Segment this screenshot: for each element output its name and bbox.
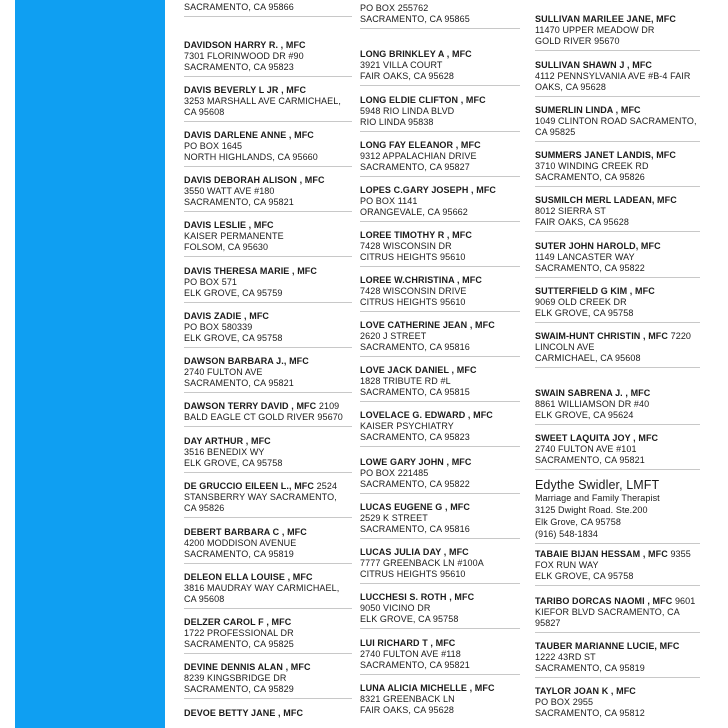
listing-name: LUCAS EUGENE G , MFC bbox=[360, 502, 471, 512]
listing-entry bbox=[184, 436, 352, 473]
listing-address-line: SACRAMENTO, CA 95827 bbox=[360, 162, 470, 172]
listing-entry bbox=[184, 617, 352, 654]
listing-name: SUSMILCH MERL LADEAN, MFC bbox=[535, 195, 677, 205]
listing-name-line bbox=[535, 241, 700, 252]
listing-entry bbox=[184, 662, 352, 699]
listing-name-line bbox=[360, 683, 520, 694]
listing-name-line bbox=[535, 150, 700, 161]
listing-name-line bbox=[184, 356, 352, 367]
listing-entry bbox=[184, 220, 352, 257]
listing-entry bbox=[535, 286, 700, 323]
listing-name: DEVOE BETTY JANE , MFC bbox=[184, 708, 304, 718]
listing-entry bbox=[535, 388, 700, 425]
listing-name: LOREE W.CHRISTINA , MFC bbox=[360, 275, 482, 285]
listing-name: LOVE CATHERINE JEAN , MFC bbox=[360, 320, 495, 330]
listing-name: DAWSON TERRY DAVID , MFC bbox=[184, 401, 317, 411]
listing-name-line bbox=[184, 85, 352, 96]
listing-name: LOVE JACK DANIEL , MFC bbox=[360, 365, 477, 375]
listing-address-line: SACRAMENTO, CA 95826 bbox=[535, 172, 645, 182]
listing-name-line bbox=[184, 662, 352, 673]
listing-name: LOWE GARY JOHN , MFC bbox=[360, 457, 472, 467]
listing-name-line bbox=[184, 175, 352, 186]
listing-address-line: SACRAMENTO, CA 95819 bbox=[535, 663, 645, 673]
listing-name-line bbox=[184, 220, 352, 231]
listing-address-line: 4112 PENNSYLVANIA AVE #B-4 FAIR bbox=[535, 71, 691, 81]
listing-name: DEVINE DENNIS ALAN , MFC bbox=[184, 662, 311, 672]
listing-name-line bbox=[360, 49, 520, 60]
listing-address-number: 2109 bbox=[318, 401, 340, 411]
listing-address-line: CARMICHAEL, CA 95608 bbox=[535, 353, 641, 363]
listing-name-line bbox=[184, 436, 352, 447]
listing-name: LOVELACE G. EDWARD , MFC bbox=[360, 410, 493, 420]
listing-address-line: 3816 MAUDRAY WAY CARMICHAEL, bbox=[184, 583, 340, 593]
listing-entry bbox=[184, 0, 352, 17]
listing-name: LUI RICHARD T , MFC bbox=[360, 638, 456, 648]
listing-name-line bbox=[184, 572, 352, 583]
listing-address-line: PO BOX 571 bbox=[184, 277, 238, 287]
listing-address-line: FAIR OAKS, CA 95628 bbox=[535, 217, 629, 227]
listing-entry bbox=[184, 527, 352, 564]
listing-address-number: 7220 bbox=[670, 331, 692, 341]
listing-name: SULLIVAN SHAWN J , MFC bbox=[535, 60, 653, 70]
listing-name-line bbox=[360, 320, 520, 331]
listing-address-number: 9355 bbox=[670, 549, 691, 559]
listing-address-line: SACRAMENTO, CA 95825 bbox=[184, 639, 294, 649]
listing-address-line: SACRAMENTO, CA 95821 bbox=[360, 660, 470, 670]
listing-name-line bbox=[535, 433, 700, 444]
listing-address-line: 2740 FULTON AVE #101 bbox=[535, 444, 637, 454]
listing-name: DAVIDSON HARRY R. , MFC bbox=[184, 40, 306, 50]
listing-address-line: GOLD RIVER 95670 bbox=[535, 36, 620, 46]
listing-name: SWAIM-HUNT CHRISTIN , MFC bbox=[535, 331, 668, 341]
listing-address-line: 3921 VILLA COURT bbox=[360, 60, 443, 70]
listing-entry bbox=[360, 95, 520, 132]
listing-name-line bbox=[360, 140, 520, 151]
listing-address-line: ELK GROVE, CA 95759 bbox=[184, 288, 283, 298]
listing-name-line bbox=[360, 502, 520, 513]
listing-address-line: KIEFOR BLVD SACRAMENTO, CA bbox=[535, 607, 680, 617]
listing-address-line: CITRUS HEIGHTS 95610 bbox=[360, 297, 466, 307]
listing-name: SUMERLIN LINDA , MFC bbox=[535, 105, 641, 115]
listing-address-line: FOLSOM, CA 95630 bbox=[184, 242, 269, 252]
listing-address-line: NORTH HIGHLANDS, CA 95660 bbox=[184, 152, 318, 162]
listing-address-line: 1049 CLINTON ROAD SACRAMENTO, bbox=[535, 116, 697, 126]
listing-address-line: 1149 LANCASTER WAY bbox=[535, 252, 635, 262]
listing-name: LONG ELDIE CLIFTON , MFC bbox=[360, 95, 486, 105]
listing-name: DAVIS LESLIE , MFC bbox=[184, 220, 274, 230]
listing-address-line: SACRAMENTO, CA 95823 bbox=[360, 432, 470, 442]
listing-name: SUMMERS JANET LANDIS, MFC bbox=[535, 150, 677, 160]
listing-name-line bbox=[360, 95, 520, 106]
listing-address-line: PO BOX 1645 bbox=[184, 141, 243, 151]
listing-entry bbox=[360, 49, 520, 86]
listing-address-line: 2529 K STREET bbox=[360, 513, 428, 523]
listing-address-line: SACRAMENTO, CA 95816 bbox=[360, 342, 470, 352]
listing-address-line: CA 95826 bbox=[184, 503, 225, 513]
listing-name: TAUBER MARIANNE LUCIE, MFC bbox=[535, 641, 680, 651]
listing-name: DAY ARTHUR , MFC bbox=[184, 436, 271, 446]
listing-entry bbox=[184, 40, 352, 77]
featured-listing bbox=[535, 479, 700, 544]
listing-address-line: ELK GROVE, CA 95758 bbox=[535, 571, 634, 581]
listing-entry bbox=[535, 195, 700, 232]
listing-entry bbox=[360, 320, 520, 357]
listing-address-line: 7777 GREENBACK LN #100A bbox=[360, 558, 484, 568]
listing-address-line: FAIR OAKS, CA 95628 bbox=[360, 71, 454, 81]
listing-name-line bbox=[184, 617, 352, 628]
listing-entry bbox=[535, 241, 700, 278]
listing-address-line: 5948 RIO LINDA BLVD bbox=[360, 106, 455, 116]
listing-address-line: 8012 SIERRA ST bbox=[535, 206, 606, 216]
listing-name-line bbox=[184, 130, 352, 141]
listing-entry bbox=[535, 14, 700, 51]
listing-address-line: 95827 bbox=[535, 618, 561, 628]
listing-name: SWAIN SABRENA J. , MFC bbox=[535, 388, 651, 398]
listing-entry bbox=[184, 708, 352, 719]
listing-name: LUNA ALICIA MICHELLE , MFC bbox=[360, 683, 495, 693]
listing-name-line bbox=[360, 185, 520, 196]
listing-address-line: (916) 548-1834 bbox=[535, 529, 598, 539]
listing-name: DELEON ELLA LOUISE , MFC bbox=[184, 572, 313, 582]
listing-name-line bbox=[184, 311, 352, 322]
listing-entry bbox=[360, 275, 520, 312]
listing-name-line bbox=[535, 331, 700, 342]
listing-address-line: PO BOX 255762 bbox=[360, 3, 429, 13]
listing-name: DAWSON BARBARA J., MFC bbox=[184, 356, 309, 366]
listing-entry bbox=[360, 457, 520, 494]
listing-address-line: 4200 MODDISON AVENUE bbox=[184, 538, 297, 548]
listing-address-line: SACRAMENTO, CA 95816 bbox=[360, 524, 470, 534]
listing-entry bbox=[360, 683, 520, 716]
listing-address-line: 3550 WATT AVE #180 bbox=[184, 186, 275, 196]
listing-name: TAYLOR JOAN K , MFC bbox=[535, 686, 636, 696]
listing-name: DELZER CAROL F , MFC bbox=[184, 617, 292, 627]
listing-entry bbox=[535, 433, 700, 470]
listing-address-line: PO BOX 580339 bbox=[184, 322, 253, 332]
listing-entry bbox=[184, 175, 352, 212]
listing-name: DAVIS DEBORAH ALISON , MFC bbox=[184, 175, 325, 185]
listing-name: DAVIS THERESA MARIE , MFC bbox=[184, 266, 318, 276]
listing-address-line: 7301 FLORINWOOD DR #90 bbox=[184, 51, 304, 61]
listing-address-line: FOX RUN WAY bbox=[535, 560, 599, 570]
listing-entry bbox=[184, 311, 352, 348]
listing-entry bbox=[535, 596, 700, 633]
listing-entry bbox=[535, 641, 700, 678]
listing-address-line: 9050 VICINO DR bbox=[360, 603, 431, 613]
listing-name-line bbox=[535, 686, 700, 697]
listing-name: DEBERT BARBARA C , MFC bbox=[184, 527, 307, 537]
listing-name-line bbox=[535, 60, 700, 71]
listing-name: LONG FAY ELEANOR , MFC bbox=[360, 140, 481, 150]
listing-address-line: 8239 KINGSBRIDGE DR bbox=[184, 673, 287, 683]
listing-entry bbox=[184, 85, 352, 122]
listing-address-line: SACRAMENTO, CA 95822 bbox=[535, 263, 645, 273]
listing-entry bbox=[184, 481, 352, 518]
listing-address-line: OAKS, CA 95628 bbox=[535, 82, 606, 92]
listing-address-line: ORANGEVALE, CA 95662 bbox=[360, 207, 468, 217]
listing-address-line: 8321 GREENBACK LN bbox=[360, 694, 455, 704]
listing-address-line: SACRAMENTO, CA 95821 bbox=[184, 197, 294, 207]
listing-name-line bbox=[360, 638, 520, 649]
listing-name-line bbox=[184, 481, 352, 492]
listing-address-line: 9312 APPALACHIAN DRIVE bbox=[360, 151, 477, 161]
listing-name: DAVIS BEVERLY L JR , MFC bbox=[184, 85, 307, 95]
listing-name: TARIBO DORCAS NAOMI , MFC bbox=[535, 596, 673, 606]
listing-entry bbox=[184, 130, 352, 167]
listing-address-line: CITRUS HEIGHTS 95610 bbox=[360, 569, 466, 579]
listing-address-line: LINCOLN AVE bbox=[535, 342, 595, 352]
listing-entry bbox=[184, 266, 352, 303]
listing-name-line bbox=[184, 40, 352, 51]
listing-address-line: 9069 OLD CREEK DR bbox=[535, 297, 627, 307]
listing-name-line bbox=[184, 527, 352, 538]
listing-name: DAVIS ZADIE , MFC bbox=[184, 311, 270, 321]
listing-name: SWEET LAQUITA JOY , MFC bbox=[535, 433, 659, 443]
listing-name: LOPES C.GARY JOSEPH , MFC bbox=[360, 185, 497, 195]
listing-address-line: CA 95608 bbox=[184, 594, 225, 604]
listing-entry bbox=[360, 140, 520, 177]
listing-name-line bbox=[535, 549, 700, 560]
listing-entry bbox=[360, 410, 520, 447]
listing-address-line: CA 95608 bbox=[184, 107, 225, 117]
listing-address-line: SACRAMENTO, CA 95823 bbox=[184, 62, 294, 72]
listing-address-line: SACRAMENTO, CA 95819 bbox=[184, 549, 294, 559]
listing-entry bbox=[360, 3, 520, 29]
listing-name-line bbox=[535, 641, 700, 652]
listing-entry bbox=[360, 185, 520, 222]
listing-entry bbox=[535, 686, 700, 719]
listing-address-line: BALD EAGLE CT GOLD RIVER 95670 bbox=[184, 412, 343, 422]
listing-name-line bbox=[535, 105, 700, 116]
listing-address-line: ELK GROVE, CA 95624 bbox=[535, 410, 634, 420]
listing-address-line: KAISER PSYCHIATRY bbox=[360, 421, 454, 431]
listing-address-line: SACRAMENTO, CA 95865 bbox=[360, 14, 470, 24]
listing-name: TABAIE BIJAN HESSAM , MFC bbox=[535, 549, 668, 559]
listing-address-line: 7428 WISCONSIN DRIVE bbox=[360, 286, 467, 296]
listing-address-line: Elk Grove, CA 95758 bbox=[535, 517, 621, 527]
listing-entry bbox=[360, 502, 520, 539]
listing-name-line bbox=[184, 708, 352, 719]
listing-name-line bbox=[184, 401, 352, 412]
listing-entry bbox=[184, 401, 352, 427]
listing-entry bbox=[535, 105, 700, 142]
listing-entry bbox=[535, 150, 700, 187]
listing-address-line: 1828 TRIBUTE RD #L bbox=[360, 376, 451, 386]
listing-name-line bbox=[535, 596, 700, 607]
listing-name-line bbox=[360, 230, 520, 241]
listing-address-line: CITRUS HEIGHTS 95610 bbox=[360, 252, 466, 262]
listing-address-number: 2524 bbox=[316, 481, 338, 491]
listing-address-number: 9601 bbox=[674, 596, 696, 606]
listing-address-line: PO BOX 221485 bbox=[360, 468, 429, 478]
listing-name-line bbox=[535, 14, 700, 25]
listing-name-line bbox=[535, 286, 700, 297]
listing-name: SULLIVAN MARILEE JANE, MFC bbox=[535, 14, 676, 24]
listing-name-line bbox=[535, 195, 700, 206]
listing-address-line: 3710 WINDING CREEK RD bbox=[535, 161, 649, 171]
listing-name: LOREE TIMOTHY R , MFC bbox=[360, 230, 472, 240]
listing-address-line: 2740 FULTON AVE #118 bbox=[360, 649, 461, 659]
listing-name-line bbox=[360, 365, 520, 376]
listing-entry bbox=[184, 356, 352, 393]
listing-address-line: SACRAMENTO, CA 95812 bbox=[535, 708, 645, 718]
listing-name: DE GRUCCIO EILEEN L., MFC bbox=[184, 481, 315, 491]
listing-address-line: SACRAMENTO, CA 95821 bbox=[184, 378, 294, 388]
listing-name: SUTTERFIELD G KIM , MFC bbox=[535, 286, 655, 296]
listing-name-line bbox=[360, 275, 520, 286]
listing-entry bbox=[535, 331, 700, 368]
listing-address-line: 3516 BENEDIX WY bbox=[184, 447, 265, 457]
listing-name: LONG BRINKLEY A , MFC bbox=[360, 49, 472, 59]
listing-address-line: 2740 FULTON AVE bbox=[184, 367, 263, 377]
listing-address-line: SACRAMENTO, CA 95822 bbox=[360, 479, 470, 489]
accent-sidebar bbox=[15, 0, 165, 728]
listing-entry bbox=[535, 60, 700, 97]
listing-name: LUCCHESI S. ROTH , MFC bbox=[360, 592, 475, 602]
listing-entry bbox=[360, 638, 520, 675]
listing-address-line: RIO LINDA 95838 bbox=[360, 117, 434, 127]
listing-address-line: 11470 UPPER MEADOW DR bbox=[535, 25, 655, 35]
listing-address-line: 1222 43RD ST bbox=[535, 652, 596, 662]
listing-name: SUTER JOHN HAROLD, MFC bbox=[535, 241, 661, 251]
listing-address-line: CA 95825 bbox=[535, 127, 576, 137]
listing-name-line bbox=[535, 388, 700, 399]
listing-entry bbox=[184, 572, 352, 609]
listing-address-line: 8861 WILLIAMSON DR #40 bbox=[535, 399, 650, 409]
listing-address-line: 3125 Dwight Road. Ste.200 bbox=[535, 505, 648, 515]
listing-address-line: SACRAMENTO, CA 95829 bbox=[184, 684, 294, 694]
listing-entry bbox=[360, 230, 520, 267]
listing-name: LUCAS JULIA DAY , MFC bbox=[360, 547, 469, 557]
listing-address-line: SACRAMENTO, CA 95815 bbox=[360, 387, 470, 397]
listing-address-line: ELK GROVE, CA 95758 bbox=[360, 614, 459, 624]
listing-address-line: SACRAMENTO, CA 95866 bbox=[184, 2, 294, 12]
listing-name-line bbox=[360, 457, 520, 468]
listing-name: DAVIS DARLENE ANNE , MFC bbox=[184, 130, 314, 140]
listing-entry bbox=[360, 365, 520, 402]
listing-address-line: STANSBERRY WAY SACRAMENTO, bbox=[184, 492, 337, 502]
listing-name-line bbox=[184, 266, 352, 277]
listing-name: Edythe Swidler, LMFT bbox=[535, 478, 660, 492]
listing-address-line: ELK GROVE, CA 95758 bbox=[535, 308, 634, 318]
listing-address-line: KAISER PERMANENTE bbox=[184, 231, 284, 241]
listing-address-line: SACRAMENTO, CA 95821 bbox=[535, 455, 645, 465]
listing-address-line: 1722 PROFESSIONAL DR bbox=[184, 628, 294, 638]
listing-entry bbox=[535, 549, 700, 586]
listing-address-line: ELK GROVE, CA 95758 bbox=[184, 333, 283, 343]
listing-address-line: 2620 J STREET bbox=[360, 331, 427, 341]
listing-address-line: FAIR OAKS, CA 95628 bbox=[360, 705, 454, 715]
listing-entry bbox=[360, 592, 520, 629]
listing-address-line: PO BOX 2955 bbox=[535, 697, 594, 707]
listing-name-line bbox=[360, 410, 520, 421]
listing-name-line bbox=[360, 547, 520, 558]
listing-entry bbox=[360, 547, 520, 584]
listing-address-line: ELK GROVE, CA 95758 bbox=[184, 458, 283, 468]
listing-address-line: PO BOX 1141 bbox=[360, 196, 418, 206]
listing-name-line bbox=[360, 592, 520, 603]
listing-address-line: 3253 MARSHALL AVE CARMICHAEL, bbox=[184, 96, 341, 106]
listing-address-line: 7428 WISCONSIN DR bbox=[360, 241, 452, 251]
listing-address-line: Marriage and Family Therapist bbox=[535, 493, 660, 503]
listing-name-line bbox=[535, 479, 700, 491]
